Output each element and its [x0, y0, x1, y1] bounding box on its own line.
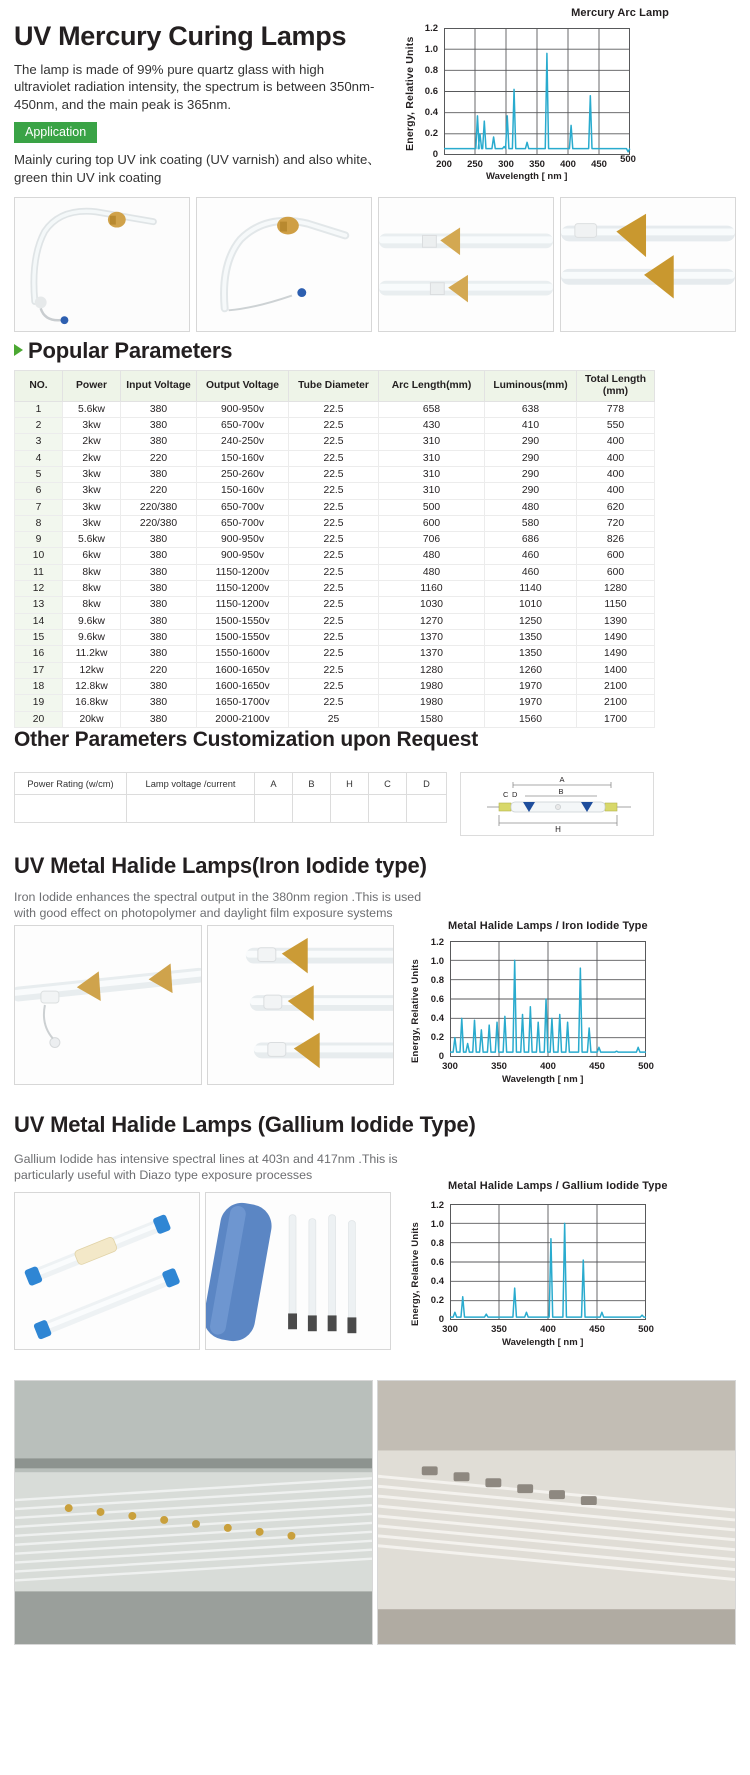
- table-cell: 22.5: [289, 466, 379, 482]
- table-cell: 3kw: [63, 515, 121, 531]
- y-tick: 0.6: [424, 86, 438, 97]
- table-cell: 1600-1650v: [197, 662, 289, 678]
- x-tick: 400: [540, 1324, 556, 1335]
- section-heading-other-parameters: [14, 728, 478, 752]
- table-cell: 1150-1200v: [197, 581, 289, 597]
- chart-x-axis-label: Wavelength [ nm ]: [502, 1074, 584, 1085]
- table-row: [15, 483, 655, 499]
- table-cell: 9.6kw: [63, 630, 121, 646]
- table-cell: 638: [485, 401, 577, 417]
- table-cell: 600: [577, 564, 655, 580]
- x-tick: 450: [589, 1324, 605, 1335]
- table-row: [15, 532, 655, 548]
- column-header: Tube Diameter: [289, 371, 379, 402]
- table-row: [15, 417, 655, 433]
- table-cell: 8: [15, 515, 63, 531]
- section-heading-gallium-iodide: [14, 1112, 476, 1138]
- table-cell: 12.8kw: [63, 678, 121, 694]
- table-cell: 22.5: [289, 499, 379, 515]
- table-cell: 1370: [379, 630, 485, 646]
- table-cell: 1370: [379, 646, 485, 662]
- table-cell: 1: [15, 401, 63, 417]
- table-cell: 1140: [485, 581, 577, 597]
- table-cell: 380: [121, 711, 197, 727]
- svg-text:C: C: [503, 790, 509, 799]
- table-cell: 400: [577, 483, 655, 499]
- table-cell: 3kw: [63, 417, 121, 433]
- table-cell: 1270: [379, 613, 485, 629]
- table-cell: 15: [15, 630, 63, 646]
- table-cell: 1280: [577, 581, 655, 597]
- x-tick: 500: [620, 154, 636, 165]
- table-cell: 220: [121, 662, 197, 678]
- product-photo: [14, 925, 202, 1085]
- table-header-row: [15, 773, 447, 795]
- table-cell: 250-260v: [197, 466, 289, 482]
- table-cell: 150-160v: [197, 483, 289, 499]
- table-cell: 20: [15, 711, 63, 727]
- table-cell: 380: [121, 581, 197, 597]
- factory-photo-strip: [14, 1380, 736, 1645]
- custom-parameters-table: [14, 772, 447, 823]
- table-cell: [127, 795, 255, 823]
- table-cell: 13: [15, 597, 63, 613]
- table-cell: 1500-1550v: [197, 613, 289, 629]
- product-photo: [378, 197, 554, 332]
- table-row: [15, 581, 655, 597]
- table-cell: 22.5: [289, 417, 379, 433]
- section-heading-text: Other Parameters Customization upon Request: [14, 728, 478, 751]
- table-cell: 1280: [379, 662, 485, 678]
- table-cell: 460: [485, 564, 577, 580]
- table-cell: 826: [577, 532, 655, 548]
- table-cell: 1600-1650v: [197, 678, 289, 694]
- factory-photo: [14, 1380, 373, 1645]
- table-cell: 3kw: [63, 466, 121, 482]
- table-row: [15, 630, 655, 646]
- gallium-photo-strip: [14, 1192, 391, 1350]
- table-cell: 220: [121, 450, 197, 466]
- x-tick: 300: [442, 1324, 458, 1335]
- table-cell: 22.5: [289, 630, 379, 646]
- table-cell: 2kw: [63, 450, 121, 466]
- table-cell: 1490: [577, 630, 655, 646]
- table-cell: 16: [15, 646, 63, 662]
- table-cell: 220/380: [121, 515, 197, 531]
- table-cell: 2100: [577, 678, 655, 694]
- hero-text-block: [14, 22, 384, 186]
- table-cell: 2kw: [63, 434, 121, 450]
- table-cell: 720: [577, 515, 655, 531]
- table-cell: 22.5: [289, 401, 379, 417]
- table-cell: 22.5: [289, 581, 379, 597]
- x-tick: 500: [638, 1324, 654, 1335]
- table-cell: 380: [121, 434, 197, 450]
- y-tick: 0: [438, 1051, 444, 1062]
- y-tick: 1.2: [430, 1200, 444, 1211]
- table-row: [15, 564, 655, 580]
- table-cell: 12: [15, 581, 63, 597]
- iron-iodide-description: Iron Iodide enhances the spectral output in the 380nm region .This is used with good effect on photopolymer and daylight film exposure systems: [14, 890, 422, 920]
- table-cell: 7: [15, 499, 63, 515]
- svg-text:H: H: [555, 825, 561, 834]
- table-cell: 9: [15, 532, 63, 548]
- table-cell: 240-250v: [197, 434, 289, 450]
- application-badge: Application: [14, 122, 97, 143]
- x-tick: 300: [442, 1061, 458, 1072]
- product-photo: [14, 197, 190, 332]
- table-cell: 22.5: [289, 450, 379, 466]
- table-cell: 400: [577, 450, 655, 466]
- table-cell: 22.5: [289, 515, 379, 531]
- table-cell: 480: [485, 499, 577, 515]
- table-cell: 380: [121, 532, 197, 548]
- column-header: Luminous(mm): [485, 371, 577, 402]
- section-heading-text: Popular Parameters: [28, 338, 233, 363]
- table-cell: 22.5: [289, 613, 379, 629]
- table-cell: 1350: [485, 630, 577, 646]
- lamp-dimension-diagram: [460, 772, 654, 836]
- table-row: [15, 795, 447, 823]
- table-cell: 5.6kw: [63, 401, 121, 417]
- x-tick: 200: [436, 159, 452, 170]
- table-row: [15, 434, 655, 450]
- table-cell: 5.6kw: [63, 532, 121, 548]
- chart-gallium-iodide: [398, 1178, 748, 1353]
- table-cell: 3: [15, 434, 63, 450]
- svg-text:A: A: [559, 775, 565, 784]
- y-tick: 1.0: [430, 1219, 444, 1230]
- y-tick: 0.6: [430, 1257, 444, 1268]
- table-cell: 1260: [485, 662, 577, 678]
- table-cell: 778: [577, 401, 655, 417]
- table-cell: 22.5: [289, 548, 379, 564]
- table-cell: 6: [15, 483, 63, 499]
- chart-mercury-arc-lamp: [390, 4, 740, 184]
- table-row: [15, 401, 655, 417]
- x-tick: 400: [540, 1061, 556, 1072]
- table-cell: 310: [379, 450, 485, 466]
- table-cell: 1390: [577, 613, 655, 629]
- table-header-row: [15, 371, 655, 402]
- table-cell: 2000-2100v: [197, 711, 289, 727]
- table-cell: 430: [379, 417, 485, 433]
- table-body: [15, 795, 447, 823]
- x-tick: 250: [467, 159, 483, 170]
- product-photo-strip: [14, 197, 736, 332]
- x-tick: 350: [491, 1324, 507, 1335]
- table-cell: 20kw: [63, 711, 121, 727]
- chart-x-axis-label: Wavelength [ nm ]: [502, 1337, 584, 1348]
- table-cell: 8kw: [63, 597, 121, 613]
- table-cell: 1980: [379, 678, 485, 694]
- table-cell: 1980: [379, 695, 485, 711]
- table-cell: 1350: [485, 646, 577, 662]
- section-heading-iron-iodide: [14, 853, 427, 879]
- table-cell: 22.5: [289, 532, 379, 548]
- column-header: Input Voltage: [121, 371, 197, 402]
- table-row: [15, 450, 655, 466]
- y-tick: 0: [438, 1314, 444, 1325]
- table-cell: 380: [121, 564, 197, 580]
- chart-y-axis-label: Energy, Relative Units: [404, 36, 416, 151]
- table-cell: [369, 795, 407, 823]
- column-header: Total Length (mm): [577, 371, 655, 402]
- table-cell: 150-160v: [197, 450, 289, 466]
- product-photo: [560, 197, 736, 332]
- popular-parameters-table: [14, 370, 655, 728]
- table-cell: 1010: [485, 597, 577, 613]
- x-tick: 300: [498, 159, 514, 170]
- table-row: [15, 711, 655, 727]
- table-cell: 380: [121, 466, 197, 482]
- table-cell: 380: [121, 417, 197, 433]
- table-cell: 19: [15, 695, 63, 711]
- table-cell: [407, 795, 447, 823]
- table-cell: 410: [485, 417, 577, 433]
- table-row: [15, 662, 655, 678]
- y-tick: 0.4: [430, 1276, 444, 1287]
- table-cell: 380: [121, 613, 197, 629]
- table-cell: 22.5: [289, 695, 379, 711]
- table-cell: 10: [15, 548, 63, 564]
- table-cell: 1490: [577, 646, 655, 662]
- table-cell: 22.5: [289, 564, 379, 580]
- custom-parameters-table-wrap: [14, 772, 447, 823]
- table-cell: 17: [15, 662, 63, 678]
- y-tick: 0.6: [430, 994, 444, 1005]
- y-tick: 0.8: [424, 65, 438, 76]
- table-cell: 5: [15, 466, 63, 482]
- table-cell: 650-700v: [197, 417, 289, 433]
- table-cell: 686: [485, 532, 577, 548]
- table-cell: 22.5: [289, 678, 379, 694]
- table-cell: 220/380: [121, 499, 197, 515]
- table-cell: 480: [379, 564, 485, 580]
- table-cell: 380: [121, 695, 197, 711]
- column-header: A: [255, 773, 293, 795]
- popular-parameters-table-wrap: [14, 370, 655, 728]
- table-cell: 1160: [379, 581, 485, 597]
- table-cell: 4: [15, 450, 63, 466]
- table-cell: 1580: [379, 711, 485, 727]
- table-cell: 1650-1700v: [197, 695, 289, 711]
- table-cell: 580: [485, 515, 577, 531]
- table-row: [15, 613, 655, 629]
- table-body: [15, 401, 655, 727]
- table-cell: 620: [577, 499, 655, 515]
- product-photo: [14, 1192, 200, 1350]
- y-tick: 0: [432, 149, 438, 160]
- gallium-description: Gallium Iodide has intensive spectral lines at 403n and 417nm .This is particularly useful with Diazo type exposure processes: [14, 1152, 398, 1182]
- table-cell: 550: [577, 417, 655, 433]
- table-cell: 1500-1550v: [197, 630, 289, 646]
- column-header: NO.: [15, 371, 63, 402]
- y-tick: 0.2: [424, 128, 438, 139]
- table-row: [15, 646, 655, 662]
- chart-y-axis-label: Energy, Relative Units: [410, 1221, 421, 1326]
- table-cell: 22.5: [289, 483, 379, 499]
- x-tick: 450: [591, 159, 607, 170]
- section-heading-text: UV Metal Halide Lamps (Gallium Iodide Type): [14, 1112, 476, 1137]
- y-tick: 1.0: [424, 44, 438, 55]
- table-cell: 1700: [577, 711, 655, 727]
- hero-description: The lamp is made of 99% pure quartz glass with high ultraviolet radiation intensity, the spectrum is between 350nm-450nm, and the main peak is 365nm.: [14, 61, 375, 112]
- chart-y-axis-label: Energy, Relative Units: [410, 958, 421, 1063]
- table-cell: 11: [15, 564, 63, 580]
- table-cell: 380: [121, 630, 197, 646]
- table-cell: 22.5: [289, 434, 379, 450]
- column-header: C: [369, 773, 407, 795]
- page-title: UV Mercury Curing Lamps: [14, 21, 347, 51]
- factory-photo: [377, 1380, 736, 1645]
- table-cell: 9.6kw: [63, 613, 121, 629]
- table-cell: 1560: [485, 711, 577, 727]
- svg-text:B: B: [558, 787, 564, 796]
- table-cell: 380: [121, 646, 197, 662]
- product-photo: [207, 925, 395, 1085]
- table-row: [15, 678, 655, 694]
- table-cell: 11.2kw: [63, 646, 121, 662]
- table-cell: 25: [289, 711, 379, 727]
- table-cell: 1970: [485, 695, 577, 711]
- table-row: [15, 695, 655, 711]
- table-row: [15, 548, 655, 564]
- chart-x-axis-label: Wavelength [ nm ]: [486, 171, 568, 182]
- table-cell: 600: [577, 548, 655, 564]
- x-tick: 500: [638, 1061, 654, 1072]
- table-cell: 400: [577, 466, 655, 482]
- table-cell: 650-700v: [197, 499, 289, 515]
- y-tick: 0.2: [430, 1295, 444, 1306]
- application-description: Mainly curing top UV ink coating (UV varnish) and also white、green thin UV ink coating: [14, 152, 381, 185]
- svg-text:D: D: [512, 790, 518, 799]
- table-cell: 290: [485, 450, 577, 466]
- table-cell: 12kw: [63, 662, 121, 678]
- table-cell: 1550-1600v: [197, 646, 289, 662]
- table-cell: 650-700v: [197, 515, 289, 531]
- chart-title: Mercury Arc Lamp: [571, 7, 669, 19]
- table-cell: 460: [485, 548, 577, 564]
- table-cell: 290: [485, 466, 577, 482]
- table-cell: 706: [379, 532, 485, 548]
- section-heading-text: UV Metal Halide Lamps(Iron Iodide type): [14, 853, 427, 878]
- triangle-bullet-icon: [14, 344, 23, 356]
- y-tick: 0.2: [430, 1032, 444, 1043]
- y-tick: 0.8: [430, 1238, 444, 1249]
- y-tick: 0.4: [424, 107, 438, 118]
- table-cell: 380: [121, 548, 197, 564]
- table-cell: 658: [379, 401, 485, 417]
- table-cell: 1970: [485, 678, 577, 694]
- table-cell: 310: [379, 466, 485, 482]
- table-cell: 3kw: [63, 483, 121, 499]
- table-cell: 1400: [577, 662, 655, 678]
- table-cell: 8kw: [63, 581, 121, 597]
- table-row: [15, 515, 655, 531]
- table-cell: 380: [121, 678, 197, 694]
- chart-iron-iodide: [398, 918, 748, 1093]
- table-cell: 900-950v: [197, 401, 289, 417]
- table-cell: 1150-1200v: [197, 564, 289, 580]
- y-tick: 0.4: [430, 1013, 444, 1024]
- table-cell: [331, 795, 369, 823]
- table-cell: 400: [577, 434, 655, 450]
- table-cell: 1150-1200v: [197, 597, 289, 613]
- table-cell: 220: [121, 483, 197, 499]
- y-tick: 1.2: [424, 23, 438, 34]
- x-tick: 350: [529, 159, 545, 170]
- product-photo: [196, 197, 372, 332]
- table-cell: 900-950v: [197, 532, 289, 548]
- table-cell: 22.5: [289, 646, 379, 662]
- hero-section: [0, 0, 750, 192]
- table-cell: 14: [15, 613, 63, 629]
- x-tick: 350: [491, 1061, 507, 1072]
- column-header: Power: [63, 371, 121, 402]
- y-tick: 0.8: [430, 975, 444, 986]
- column-header: B: [293, 773, 331, 795]
- table-cell: 600: [379, 515, 485, 531]
- table-cell: 290: [485, 434, 577, 450]
- table-cell: 16.8kw: [63, 695, 121, 711]
- table-cell: 380: [121, 401, 197, 417]
- table-cell: 1150: [577, 597, 655, 613]
- product-photo: [205, 1192, 391, 1350]
- table-cell: 3kw: [63, 499, 121, 515]
- table-cell: 2100: [577, 695, 655, 711]
- iron-iodide-photo-strip: [14, 925, 394, 1085]
- column-header: D: [407, 773, 447, 795]
- y-tick: 1.2: [430, 937, 444, 948]
- table-cell: 290: [485, 483, 577, 499]
- x-tick: 450: [589, 1061, 605, 1072]
- spectrum-trace: [390, 4, 740, 184]
- table-cell: 1030: [379, 597, 485, 613]
- table-row: [15, 499, 655, 515]
- table-cell: 22.5: [289, 662, 379, 678]
- y-tick: 1.0: [430, 956, 444, 967]
- table-row: [15, 597, 655, 613]
- table-cell: 18: [15, 678, 63, 694]
- table-cell: 900-950v: [197, 548, 289, 564]
- section-heading-popular-parameters: [14, 338, 232, 364]
- column-header: Power Rating (w/cm): [15, 773, 127, 795]
- chart-title: Metal Halide Lamps / Gallium Iodide Type: [448, 1180, 668, 1192]
- table-cell: 500: [379, 499, 485, 515]
- table-cell: 6kw: [63, 548, 121, 564]
- table-cell: 380: [121, 597, 197, 613]
- table-cell: [293, 795, 331, 823]
- table-cell: [255, 795, 293, 823]
- table-cell: 480: [379, 548, 485, 564]
- table-cell: [15, 795, 127, 823]
- table-cell: 310: [379, 434, 485, 450]
- table-cell: 1250: [485, 613, 577, 629]
- column-header: H: [331, 773, 369, 795]
- table-cell: 8kw: [63, 564, 121, 580]
- x-tick: 400: [560, 159, 576, 170]
- column-header: Lamp voltage /current: [127, 773, 255, 795]
- table-row: [15, 466, 655, 482]
- table-cell: 2: [15, 417, 63, 433]
- chart-title: Metal Halide Lamps / Iron Iodide Type: [448, 920, 648, 932]
- column-header: Output Voltage: [197, 371, 289, 402]
- column-header: Arc Length(mm): [379, 371, 485, 402]
- table-cell: 22.5: [289, 597, 379, 613]
- table-cell: 310: [379, 483, 485, 499]
